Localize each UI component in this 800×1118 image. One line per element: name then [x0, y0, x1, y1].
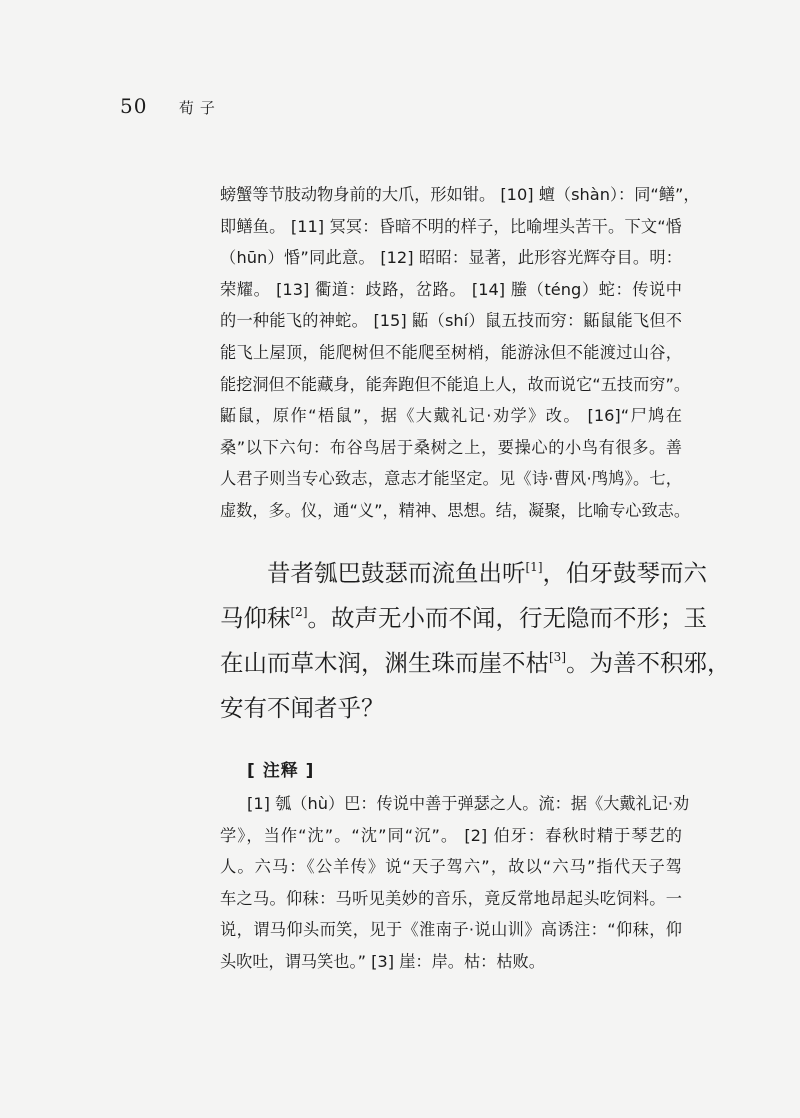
main-text-line	[220, 551, 707, 596]
note-line: 鼫鼠，原作“梧鼠”，据《大戴礼记·劝学》改。 [16]“尸鸠在	[220, 406, 682, 426]
note-marker-3: [3]	[549, 650, 566, 664]
note-line: 能挖洞但不能藏身，能奔跑但不能追上人，故而说它“五技而穷”。	[220, 374, 691, 394]
main-text	[220, 551, 731, 731]
note-line: 即鳝鱼。 [11] 冥冥：昏暗不明的样子，比喻埋头苦干。下文“惛	[220, 216, 682, 236]
note-line: 荣耀。 [13] 衢道：歧路，岔路。 [14] 螣（téng）蛇：传说中	[220, 279, 682, 299]
note-line: 的一种能飞的神蛇。 [15] 鼫（shí）鼠五技而穷：鼫鼠能飞但不	[220, 311, 682, 331]
annotation-line: 说，谓马仰头而笑，见于《淮南子·说山训》高诱注：“仰秣，仰	[220, 920, 682, 940]
note-line: （hūn）惛”同此意。 [12] 昭昭：显著，此形容光辉夺目。明：	[220, 248, 682, 268]
annotation-line: 学》，当作“沈”。“沈”同“沉”。 [2] 伯牙：春秋时精于琴艺的	[220, 825, 682, 845]
annotation-line: [1] 瓠（hù）巴：传说中善于弹瑟之人。流：据《大戴礼记·劝	[247, 794, 690, 813]
note-line: 能飞上屋顶，能爬树但不能爬至树梢，能游泳但不能渡过山谷，	[220, 342, 682, 362]
text-run: 昔者瓠巴鼓瑟而流鱼出听	[267, 559, 526, 587]
note-line: 螃蟹等节肢动物身前的大爪，形如钳。 [10] 蟺（shàn）：同“鳝”，	[220, 185, 700, 204]
note-line: 人君子则当专心致志，意志才能坚定。见《诗·曹风·鸤鸠》。七，	[220, 469, 682, 489]
book-title: 荀子	[178, 99, 221, 117]
text-run: 。为善不积邪，	[566, 649, 731, 677]
annotation-heading: [ 注释 ]	[247, 761, 315, 781]
annotation-line: 头吹吐，谓马笑也。” [3] 崖：岸。枯：枯败。	[220, 951, 545, 971]
annotation-notes	[220, 788, 690, 978]
annotation-line: 人。六马：《公羊传》说“天子驾六”，故以“六马”指代天子驾	[220, 857, 682, 877]
main-text-line	[220, 596, 707, 641]
note-marker-1: [1]	[525, 560, 543, 574]
page-number: 50	[120, 94, 148, 118]
note-marker-2: [2]	[290, 605, 308, 619]
text-run: 马仰秣	[220, 604, 291, 632]
annotation-line: 车之马。仰秣：马听见美妙的音乐，竟反常地昂起头吃饲料。一	[220, 888, 682, 908]
main-text-line: 安有不闻者乎？	[220, 694, 385, 722]
main-text-line	[220, 641, 731, 686]
note-line: 桑”以下六句：布谷鸟居于桑树之上，要操心的小鸟有很多。善	[220, 437, 682, 457]
text-run: 。故声无小而不闻，行无隐而不形；玉	[307, 604, 707, 632]
text-run: 在山而草木润，渊生珠而崖不枯	[220, 649, 549, 677]
running-head	[120, 94, 221, 118]
text-run: ，伯牙鼓琴而六	[542, 559, 707, 587]
notes-continued	[220, 179, 700, 527]
note-line: 虚数，多。仪，通“义”，精神、思想。结，凝聚，比喻专心致志。	[220, 500, 691, 520]
